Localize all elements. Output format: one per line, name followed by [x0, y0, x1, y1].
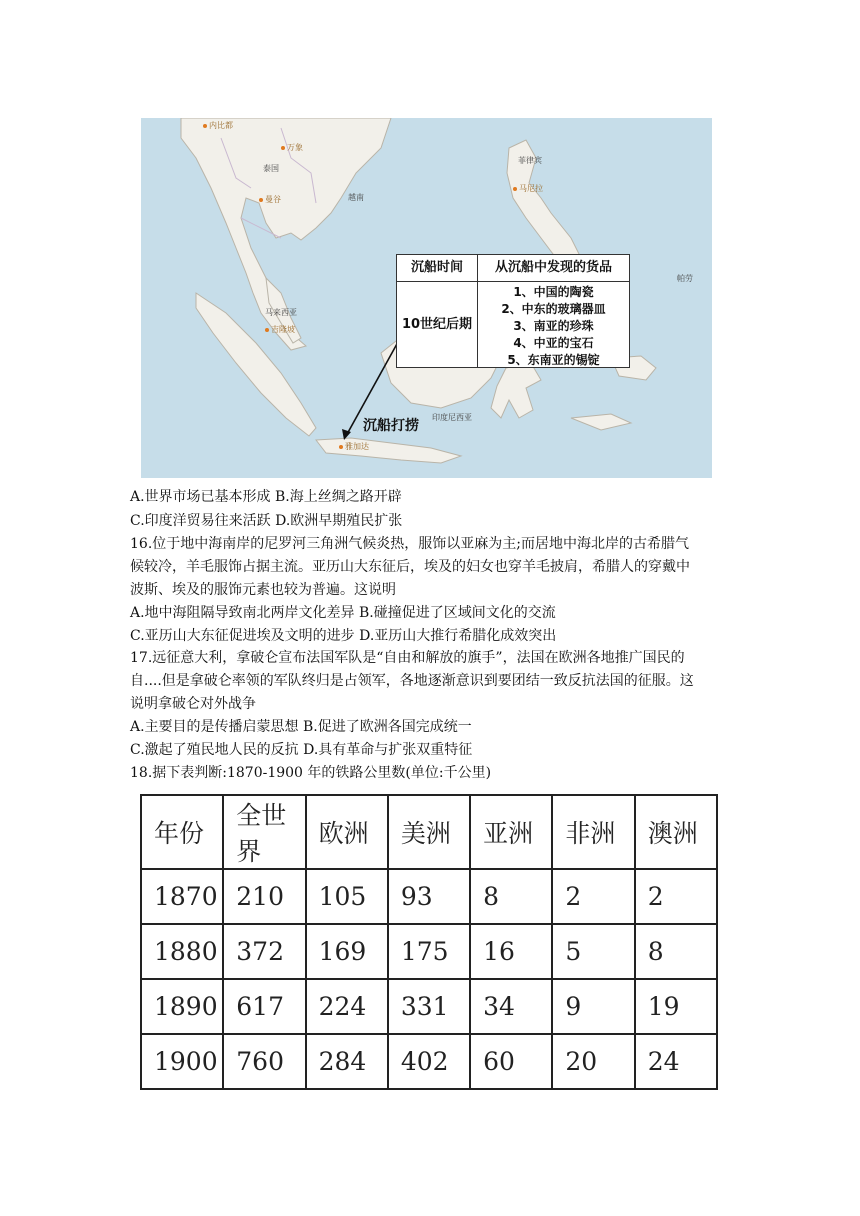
table-cell: 24 — [635, 1034, 717, 1089]
table-row — [141, 869, 717, 924]
table-header-cell: 美洲 — [388, 795, 470, 869]
goods-item: 5、东南亚的锡锭 — [507, 353, 600, 367]
railway-table — [140, 794, 718, 1090]
table-cell: 20 — [552, 1034, 634, 1089]
table-header-cell: 年份 — [141, 795, 223, 869]
table-cell: 34 — [470, 979, 552, 1034]
salvage-label: 沉船打捞 — [363, 418, 419, 434]
table-cell: 331 — [388, 979, 470, 1034]
q17-stem-line: 说明拿破仑对外战争 — [130, 696, 256, 712]
goods-item: 3、南亚的珍珠 — [513, 319, 594, 333]
table-cell: 169 — [306, 924, 388, 979]
q17-stem-line: 自....但是拿破仑率领的军队终归是占领军，各地逐渐意识到要团结一致反抗法国的征服。这 — [130, 673, 694, 689]
southeast-asia-map — [141, 118, 712, 478]
q16-options-cd: C.亚历山大东征促进埃及文明的进步 D.亚历山大推行希腊化成效突出 — [130, 628, 557, 644]
goods-item: 4、中亚的宝石 — [513, 336, 594, 350]
table-header-cell: 非洲 — [552, 795, 634, 869]
table-cell: 2 — [552, 869, 634, 924]
table-cell: 8 — [470, 869, 552, 924]
q16-stem-line: 波斯、埃及的服饰元素也较为普遍。这说明 — [130, 582, 396, 598]
table-cell: 19 — [635, 979, 717, 1034]
map-label-city: 内比都 — [203, 120, 233, 131]
table-row — [141, 979, 717, 1034]
table-cell: 60 — [470, 1034, 552, 1089]
q17-stem-line: 17.远征意大利，拿破仑宣布法国军队是“自由和解放的旗手”，法国在欧洲各地推广国民的 — [130, 650, 685, 666]
table-header-cell: 澳洲 — [635, 795, 717, 869]
map-label-city: 雅加达 — [339, 441, 369, 452]
table-cell: 372 — [223, 924, 305, 979]
map-label-country: 越南 — [348, 193, 364, 202]
table-cell: 210 — [223, 869, 305, 924]
map-label-country: 帕劳 — [677, 274, 693, 283]
q15-options-cd: C.印度洋贸易往来活跃 D.欧洲早期殖民扩张 — [130, 513, 403, 529]
table-cell: 105 — [306, 869, 388, 924]
table-cell: 5 — [552, 924, 634, 979]
shipwreck-info-table — [396, 254, 630, 368]
q18-stem: 18.据下表判断:1870-1900 年的铁路公里数(单位:千公里) — [130, 765, 492, 781]
goods-item: 2、中东的玻璃器皿 — [501, 302, 606, 316]
table-cell: 1900 — [141, 1034, 223, 1089]
q16-stem-line: 16.位于地中海南岸的尼罗河三角洲气候炎热，服饰以亚麻为主;而居地中海北岸的古希腊气 — [130, 536, 689, 552]
map-label-country: 印度尼西亚 — [432, 413, 472, 422]
table-row — [141, 1034, 717, 1089]
map-label-country: 菲律宾 — [518, 156, 542, 165]
q16-options-ab: A.地中海阻隔导致南北两岸文化差异 B.碰撞促进了区域间文化的交流 — [130, 605, 556, 621]
table-cell: 9 — [552, 979, 634, 1034]
table-cell: 93 — [388, 869, 470, 924]
map-label-city: 马尼拉 — [513, 183, 543, 194]
table-header-row — [141, 795, 717, 869]
table-cell: 16 — [470, 924, 552, 979]
map-label-country: 泰国 — [263, 164, 279, 173]
shipwreck-time-header: 沉船时间 — [397, 255, 478, 282]
q17-options-ab: A.主要目的是传播启蒙思想 B.促进了欧洲各国完成统一 — [130, 719, 472, 735]
goods-item: 1、中国的陶瓷 — [513, 285, 594, 299]
table-cell: 760 — [223, 1034, 305, 1089]
shipwreck-goods-list — [478, 284, 629, 369]
map-label-city: 吉隆坡 — [265, 324, 295, 335]
table-cell: 284 — [306, 1034, 388, 1089]
q15-options-ab: A.世界市场已基本形成 B.海上丝绸之路开辟 — [130, 489, 402, 505]
q17-options-cd: C.激起了殖民地人民的反抗 D.具有革命与扩张双重特征 — [130, 742, 473, 758]
shipwreck-goods-header: 从沉船中发现的货品 — [478, 255, 629, 282]
table-cell: 1880 — [141, 924, 223, 979]
table-cell: 1870 — [141, 869, 223, 924]
map-label-country: 马来西亚 — [265, 308, 297, 317]
shipwreck-period: 10世纪后期 — [397, 282, 478, 367]
map-label-city: 曼谷 — [259, 194, 281, 205]
table-cell: 402 — [388, 1034, 470, 1089]
table-header-cell: 欧洲 — [306, 795, 388, 869]
table-cell: 617 — [223, 979, 305, 1034]
table-cell: 175 — [388, 924, 470, 979]
q16-stem-line: 候较冷，羊毛服饰占据主流。亚历山大东征后，埃及的妇女也穿羊毛披肩，希腊人的穿戴中 — [130, 559, 690, 575]
table-cell: 8 — [635, 924, 717, 979]
table-cell: 2 — [635, 869, 717, 924]
table-header-cell: 亚洲 — [470, 795, 552, 869]
table-cell: 1890 — [141, 979, 223, 1034]
map-label-city: 万象 — [281, 142, 303, 153]
table-row — [141, 924, 717, 979]
table-cell: 224 — [306, 979, 388, 1034]
table-header-cell: 全世界 — [223, 795, 305, 869]
